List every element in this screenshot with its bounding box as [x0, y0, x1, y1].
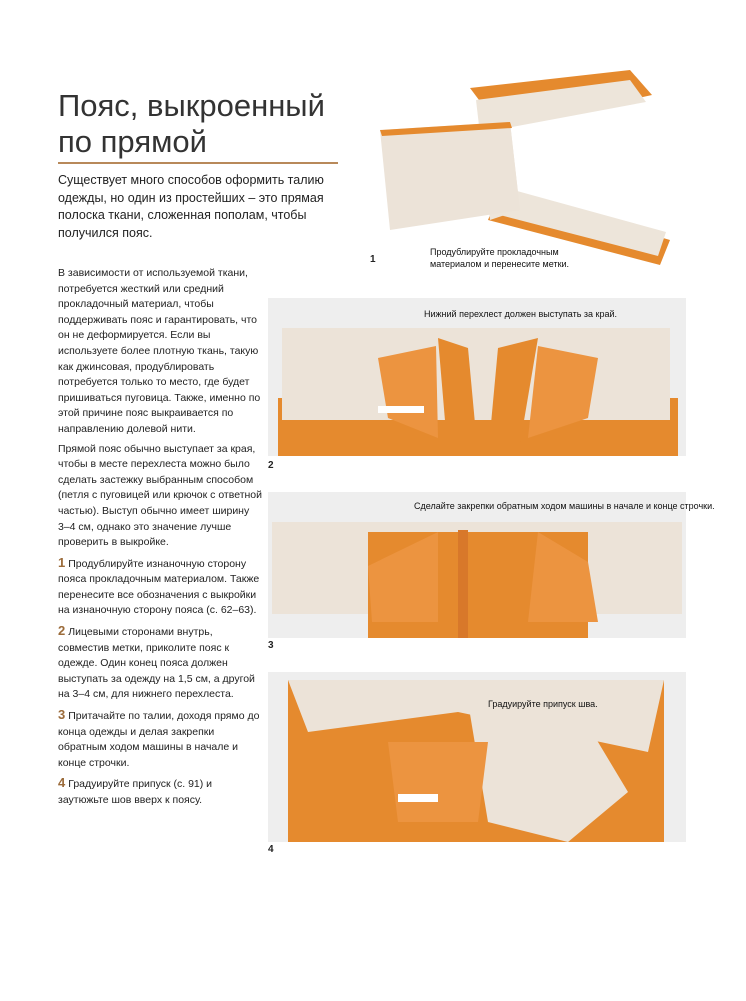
step-item [58, 555, 262, 619]
photo-waistband-strip [360, 60, 690, 270]
step-number: 2 [58, 623, 66, 639]
figure-1-caption-line-1: Продублируйте прокладочным [430, 247, 559, 257]
step-text: Градуируйте припуск (с. 91) и заутюжьте шов вверх к поясу. [58, 778, 213, 806]
figure-4-number: 4 [268, 844, 274, 855]
figure-3-caption: Сделайте закрепки обратным ходом машины в начале и конце строчки. [414, 501, 715, 511]
step-number: 1 [58, 554, 66, 570]
step-item [58, 623, 262, 703]
page-title [58, 88, 325, 160]
step-number: 3 [58, 707, 66, 723]
figure-1-caption-line-2: материалом и перенесите метки. [430, 259, 570, 269]
figure-3-number: 3 [268, 640, 274, 651]
title-line-2: по прямой [58, 124, 207, 159]
photo-stitched-waistband [268, 492, 686, 638]
title-rule [58, 162, 338, 164]
figure-1-caption [430, 246, 569, 270]
step-text: Лицевыми сторонами внутрь, совместив метки, приколите пояс к одежде. Один конец пояса должен выступать за одежду на 1,5 см, а другой на 3–4 см, для нижнего перехлеста. [58, 626, 255, 701]
figure-2-caption: Нижний перехлест должен выступать за край. [424, 309, 618, 319]
figure-4-caption: Градуируйте припуск шва. [488, 699, 598, 709]
step-item [58, 775, 262, 808]
photo-pinned-waistband [268, 298, 686, 456]
step-number: 4 [58, 775, 66, 791]
body-text [58, 266, 262, 813]
paragraph: Прямой пояс обычно выступает за края, чтобы в месте перехлеста можно было сделать застежку выбранным способом (петля с пуговицей или крючок с ответной частью). Выступ обычно имеет ширину 3–4 см, однако это значение лучше проверить в выкройке. [58, 442, 263, 549]
step-text: Продублируйте изнаночную сторону пояса прокладочным материалом. Также перенесите все обозначения с выкройки на изнаночную сторону пояса (с. 62–63). [58, 557, 260, 617]
step-item [58, 707, 262, 771]
intro-text: Существует много способов оформить талию одежды, но один из простейших – это прямая полоска ткани, сложенная пополам, чтобы получился пояс. [58, 173, 324, 240]
title-line-1: Пояс, выкроенный [58, 88, 325, 123]
photo-graded-seam [268, 672, 686, 842]
figure-2-number: 2 [268, 460, 274, 471]
figure-1-number: 1 [370, 254, 376, 265]
paragraph: В зависимости от используемой ткани, потребуется жесткий или средний прокладочный материал, чтобы поддерживать пояс и гарантировать, что он не деформируется. Если вы используете более плотную ткань, такую как джинсовая, продублировать потребуется только то место, где будет пришиваться пуговица. Также, именно по этой причине пояс выкраивается по направлению долевой нити. [58, 267, 261, 435]
step-text: Притачайте по талии, доходя прямо до конца одежды и делая закрепки обратным ходом машины в начале и конце строчки. [58, 710, 260, 769]
